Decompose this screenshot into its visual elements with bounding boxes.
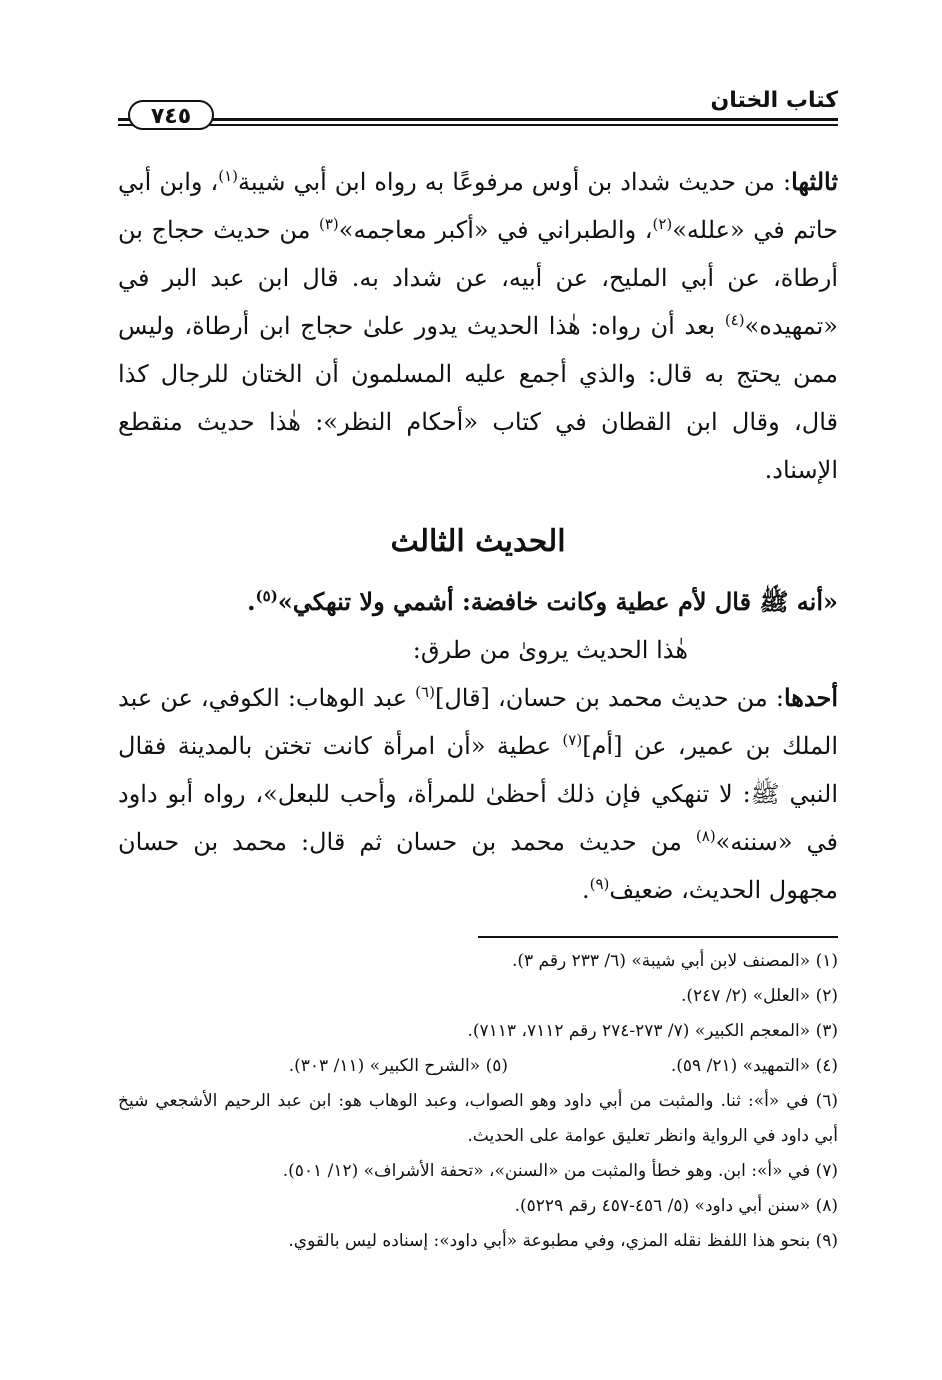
- footnote-1: (١) «المصنف لابن أبي شيبة» (٦/ ٢٣٣ رقم ٣).: [511, 951, 838, 971]
- text-span: ، وابن أبي حاتم في «علله»: [118, 168, 839, 244]
- footnote-ref-9: (٩): [589, 875, 610, 893]
- footnote-9: (٩) بنحو هذا اللفظ نقله المزي، وفي مطبوعة «أبي داود»: إسناده ليس بالقوي.: [288, 1231, 838, 1251]
- text-span: : من حديث محمد بن حسان، [قال]: [434, 684, 784, 712]
- footnote-8: (٨) «سنن أبي داود» (٥/ ٤٥٦-٤٥٧ رقم ٥٢٢٩).: [514, 1196, 838, 1216]
- footnote-2: (٢) «العلل» (٢/ ٢٤٧).: [681, 986, 838, 1006]
- text-span: بعد أن رواه: هٰذا الحديث يدور علىٰ حجاج ابن أرطاة، وليس ممن يحتج به قال: والذي أجمع عليه المسلمون أن الختان للرجال كذا قال، وقال ابن القطان في كتاب «أحكام النظر»: هٰذا حديث منقطع الإسناد.: [118, 312, 838, 484]
- text-span: : من حديث شداد بن أوس مرفوعًا به رواه ابن أبي شيبة: [238, 168, 792, 196]
- text-span: من حديث محمد بن حسان ثم قال: محمد بن حسان مجهول الحديث، ضعيف: [118, 828, 838, 904]
- footnote-4: (٤) «التمهيد» (٢١/ ٥٩).: [670, 1056, 838, 1076]
- footnote-separator: [478, 936, 838, 938]
- footnote-3: (٣) «المعجم الكبير» (٧/ ٢٧٣-٢٧٤ رقم ٧١١٢، ٧١١٣).: [467, 1021, 838, 1041]
- page-number: ٧٤٥: [128, 100, 214, 130]
- footnote-7: (٧) في «أ»: ابن. وهو خطأ والمثبت من «السنن»، «تحفة الأشراف» (١٢/ ٥٠١).: [282, 1161, 838, 1181]
- footnote-ref-7: (٧): [562, 731, 583, 749]
- paragraph-routes-intro: هٰذا الحديث يروىٰ من طرق:: [412, 636, 688, 664]
- header-rule-thick: [118, 118, 838, 121]
- section-heading: الحديث الثالث: [390, 524, 566, 559]
- footnote-5: (٥) «الشرح الكبير» (١١/ ٣٠٣).: [288, 1056, 508, 1076]
- text-span: .: [581, 876, 590, 904]
- lead-word: أحدها: [783, 683, 839, 712]
- hadith-quote: [118, 578, 838, 626]
- footnote-ref-4: (٤): [724, 311, 745, 329]
- text-span: عطية «أن امرأة كانت تختن بالمدينة فقال النبي ﷺ: لا تنهكي فإن ذلك أحظىٰ للمرأة، وأحب للبعل»، رواه أبو داود في «سننه»: [118, 732, 838, 856]
- text-span: ، والطبراني في «أكبر معاجمه»: [338, 216, 653, 244]
- body-text-bottom: [118, 578, 838, 914]
- quote-text: «أنه ﷺ قال لأم عطية وكانت خافضة: أشمي ولا تنهكي»: [277, 587, 838, 616]
- footnote-ref-2: (٢): [652, 215, 673, 233]
- footnote-ref-3: (٣): [318, 215, 339, 233]
- page-header: [118, 82, 838, 140]
- text-span: من حديث حجاج بن أرطاة، عن أبي المليح، عن أبيه، عن شداد به. قال ابن عبد البر في «تمهيده»: [118, 216, 838, 340]
- quote-end: .: [247, 587, 256, 616]
- footnote-ref-1: (١): [218, 167, 239, 185]
- footnote-ref-5: (٥): [255, 587, 278, 605]
- header-rule-thin: [118, 124, 838, 126]
- footnote-6: (٦) في «أ»: ثنا. والمثبت من أبي داود وهو الصواب، وعبد الوهاب هو: ابن عبد الرحيم الأشجعي شيخ أبي داود في الرواية وانظر تعليق عوامة على الحديث.: [118, 1091, 838, 1146]
- body-text-top: [118, 158, 838, 494]
- text-span: عبد الوهاب: الكوفي، عن عبد الملك بن عمير، عن [أم]: [118, 684, 838, 760]
- running-title: كتاب الختان: [710, 88, 838, 113]
- paragraph-first-route: [118, 674, 838, 914]
- footnote-ref-8: (٨): [695, 827, 716, 845]
- footnote-ref-6: (٦): [415, 683, 435, 701]
- paragraph-third-route: [118, 158, 838, 494]
- footnotes: [118, 944, 838, 1259]
- footnote-row-4-5: [118, 1049, 838, 1084]
- lead-word: ثالثها: [791, 167, 839, 196]
